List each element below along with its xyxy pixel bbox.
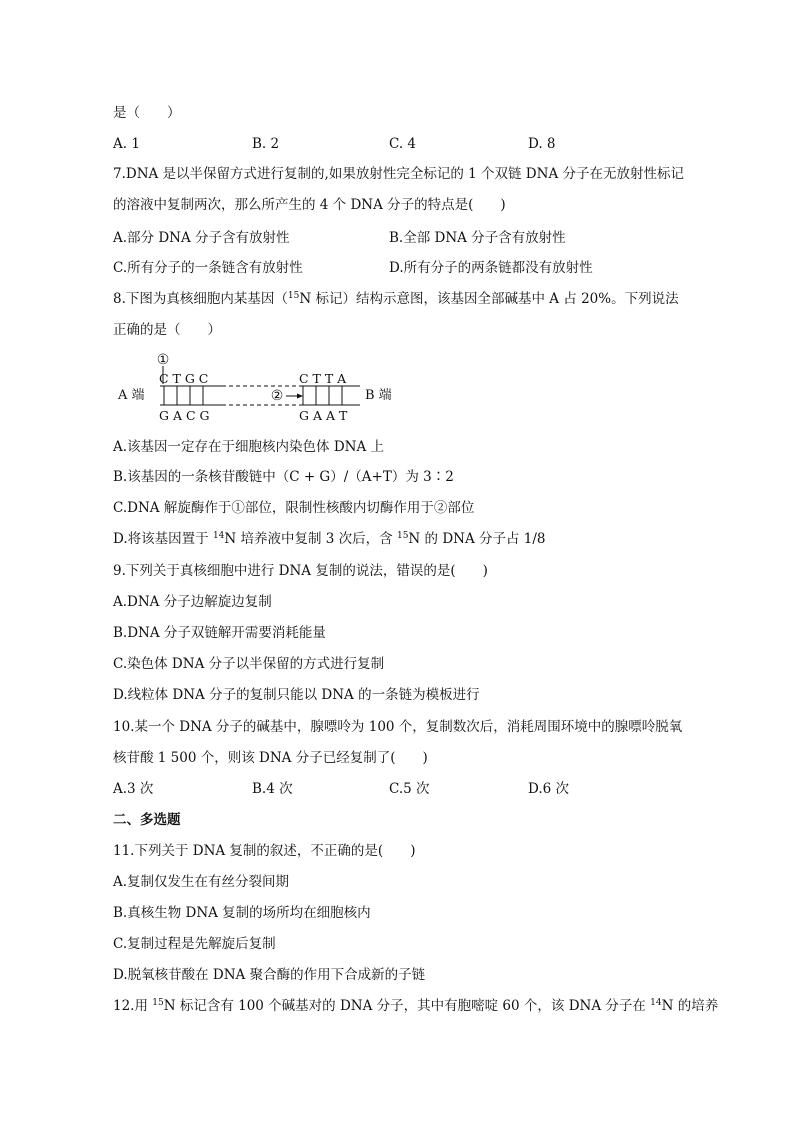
q12-stem-text: 12.用 bbox=[113, 998, 153, 1014]
top-strand-right-bases: C T T A bbox=[299, 371, 347, 386]
q7-stem-line2: 的溶液中复制两次，那么所产生的 4 个 DNA 分子的特点是( ) bbox=[113, 197, 506, 213]
dna-structure-diagram bbox=[113, 350, 413, 425]
q11-stem: 11.下列关于 DNA 复制的叙述，不正确的是( ) bbox=[113, 843, 416, 859]
q8-option-d bbox=[113, 530, 546, 548]
isotope-superscript: 14 bbox=[650, 998, 662, 1008]
q10-stem-line1: 10.某一个 DNA 分子的碱基中，腺嘌呤为 100 个，复制数次后，消耗周围环境中的腺嘌呤脱氧 bbox=[113, 719, 683, 735]
q6-option-b: B. 2 bbox=[252, 136, 280, 152]
q6-stem-tail: 是（ ） bbox=[113, 105, 181, 121]
q9-option-c: C.染色体 DNA 分子以半保留的方式进行复制 bbox=[113, 656, 385, 672]
end-a-label: A 端 bbox=[118, 388, 145, 403]
q8-stem-line1 bbox=[113, 290, 679, 308]
q9-stem: 9.下列关于真核细胞中进行 DNA 复制的说法，错误的是( ) bbox=[113, 563, 488, 579]
end-b-label: B 端 bbox=[365, 388, 392, 403]
q8-option-d-text: N 的 DNA 分子占 1/8 bbox=[408, 531, 546, 547]
isotope-superscript: 15 bbox=[287, 291, 300, 301]
q12-stem-line1 bbox=[113, 997, 718, 1015]
q6-option-d: D. 8 bbox=[528, 136, 556, 152]
q9-option-d: D.线粒体 DNA 分子的复制只能以 DNA 的一条链为模板进行 bbox=[113, 687, 480, 703]
q8-option-a: A.该基因一定存在于细胞核内染色体 DNA 上 bbox=[113, 439, 385, 455]
q8-stem-text: N 标记）结构示意图，该基因全部碱基中 A 占 20%。下列说法 bbox=[299, 291, 679, 307]
q8-option-c: C.DNA 解旋酶作于①部位，限制性核酸内切酶作用于②部位 bbox=[113, 500, 475, 516]
bottom-strand-right-bases: G A A T bbox=[299, 408, 348, 423]
q7-option-c: C.所有分子的一条链含有放射性 bbox=[113, 260, 303, 276]
q8-stem-line2: 正确的是（ ） bbox=[113, 322, 221, 338]
q8-option-d-text: N 培养液中复制 3 次后，含 bbox=[224, 531, 397, 547]
q12-stem-text: N 标记含有 100 个碱基对的 DNA 分子，其中有胞嘧啶 60 个，该 DNA 分子在 bbox=[163, 998, 651, 1014]
bottom-strand-left-bases: G A C G bbox=[159, 408, 210, 423]
q7-option-b: B.全部 DNA 分子含有放射性 bbox=[389, 230, 566, 246]
q9-option-a: A.DNA 分子边解旋边复制 bbox=[113, 594, 272, 610]
top-strand-left-bases: C T G C bbox=[159, 371, 209, 386]
section-heading: 二、多选题 bbox=[113, 812, 181, 828]
q11-option-a: A.复制仅发生在有丝分裂间期 bbox=[113, 874, 290, 890]
site-2-arrowhead bbox=[297, 394, 303, 399]
q7-option-a: A.部分 DNA 分子含有放射性 bbox=[113, 230, 290, 246]
isotope-superscript: 15 bbox=[152, 998, 164, 1008]
q11-option-b: B.真核生物 DNA 复制的场所均在细胞核内 bbox=[113, 905, 371, 921]
q11-option-d: D.脱氧核苷酸在 DNA 聚合酶的作用下合成新的子链 bbox=[113, 967, 426, 983]
isotope-superscript: 15 bbox=[396, 531, 409, 541]
isotope-superscript: 14 bbox=[212, 531, 225, 541]
q10-option-a: A.3 次 bbox=[113, 781, 154, 797]
site-2-label: ② bbox=[270, 388, 284, 404]
base-pair-rungs-right bbox=[303, 386, 342, 405]
q11-option-c: C.复制过程是先解旋后复制 bbox=[113, 936, 276, 952]
q10-option-b: B.4 次 bbox=[252, 781, 293, 797]
q7-option-d: D.所有分子的两条链都没有放射性 bbox=[389, 260, 593, 276]
q9-option-b: B.DNA 分子双链解开需要消耗能量 bbox=[113, 625, 326, 641]
q6-option-a: A. 1 bbox=[113, 136, 140, 152]
q12-stem-text: N 的培养 bbox=[661, 998, 719, 1014]
q10-option-d: D.6 次 bbox=[528, 781, 570, 797]
q10-stem-line2: 核苷酸 1 500 个，则该 DNA 分子已经复制了( ) bbox=[113, 750, 428, 766]
q10-option-c: C.5 次 bbox=[389, 781, 430, 797]
q7-stem-line1: 7.DNA 是以半保留方式进行复制的,如果放射性完全标记的 1 个双链 DNA 分子在无放射性标记 bbox=[113, 166, 684, 182]
q8-option-b: B.该基因的一条核苷酸链中（C + G）/（A+T）为 3∶2 bbox=[113, 469, 454, 485]
base-pair-rungs-left bbox=[164, 386, 203, 405]
q6-option-c: C. 4 bbox=[389, 136, 417, 152]
site-1-label: ① bbox=[156, 352, 170, 368]
q8-option-d-text: D.将该基因置于 bbox=[113, 531, 213, 547]
q8-stem-text: 8.下图为真核细胞内某基因（ bbox=[113, 291, 288, 307]
